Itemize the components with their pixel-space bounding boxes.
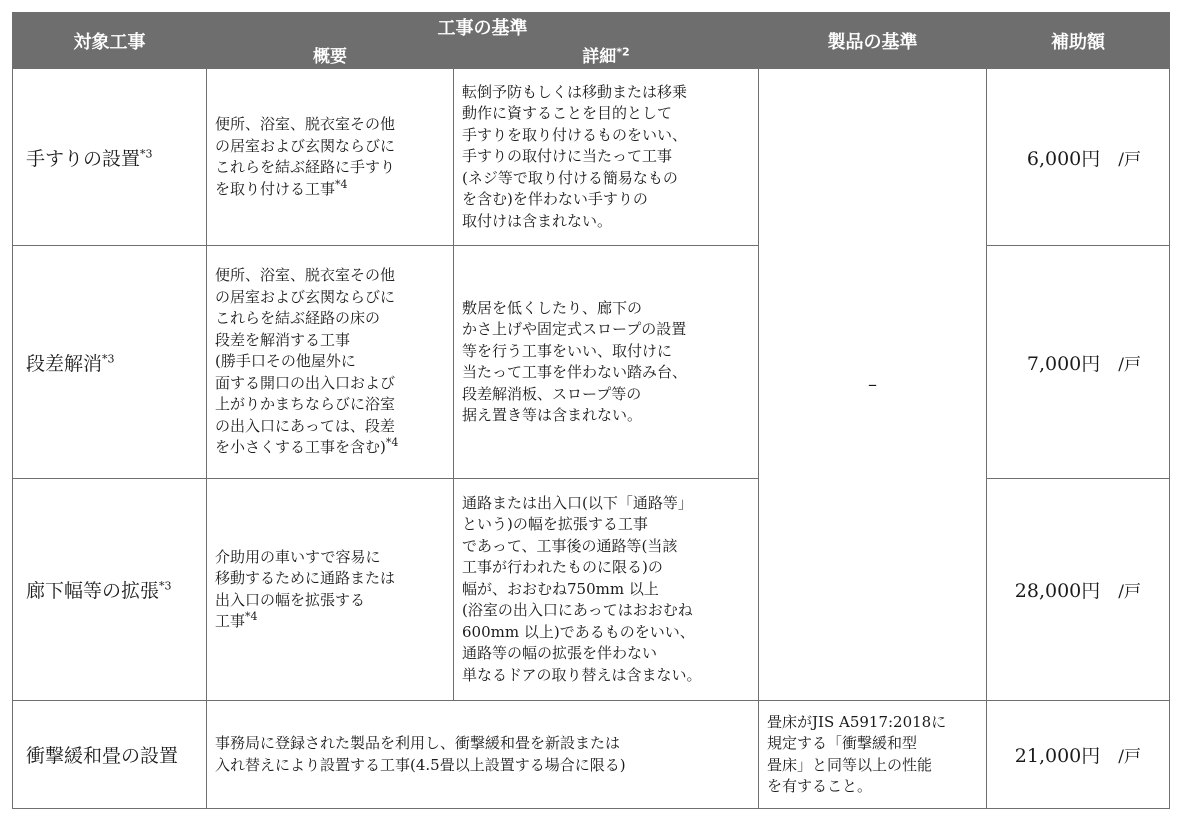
target-cell: 段差解消$^{*3}$ [13, 246, 207, 479]
header-work-standard: 工事の基準 [207, 13, 759, 41]
header-detail-note: *2 [616, 45, 630, 59]
product-cell: 畳床がJIS A5917:2018に 規定する「衝撃緩和型 畳床」と同等以上の性能 を有すること。 [759, 701, 987, 809]
subsidy-table [12, 12, 1170, 809]
header-detail [454, 41, 759, 69]
detail-cell: 敷居を低くしたり、廊下の かさ上げや固定式スロープの設置 等を行う工事をいい、取付けに 当たって工事を伴わない踏み台、 段差解消板、スロープ等の 据え置き等は含まれない。 [454, 246, 759, 479]
target-cell: 廊下幅等の拡張$^{*3}$ [13, 479, 207, 701]
header-product-standard: 製品の基準 [759, 13, 987, 69]
amount-cell: 21,000円 /戸 [987, 701, 1170, 809]
target-cell: 手すりの設置$^{*3}$ [13, 69, 207, 246]
table-row [13, 479, 1170, 701]
table-row [13, 69, 1170, 246]
header-summary: 概要 [207, 41, 454, 69]
detail-cell: 転倒予防もしくは移動または移乗 動作に資することを目的として 手すりを取り付けるものをいい、 手すりの取付けに当たって工事 (ネジ等で取り付ける簡易なもの を含む)を伴わない手すりの 取付けは含まれない。 [454, 69, 759, 246]
summary-cell: 事務局に登録された製品を利用し、衝撃緩和畳を新設または 入れ替えにより設置する工事(4.5畳以上設置する場合に限る) [207, 701, 759, 809]
table-row [13, 246, 1170, 479]
summary-cell: 便所、浴室、脱衣室その他 の居室および玄関ならびに これらを結ぶ経路の床の 段差を解消する工事 (勝手口その他屋外に 面する開口の出入口および 上がりかまちならびに浴室 の出入口にあっては、段差 を小さくする工事を含む)$^{*4}$ [207, 246, 454, 479]
amount-cell: 7,000円 /戸 [987, 246, 1170, 479]
table-row [13, 701, 1170, 809]
detail-cell: 通路または出入口(以下「通路等」 という)の幅を拡張する工事 であって、工事後の通路等(当該 工事が行われたものに限る)の 幅が、おおむね750mm 以上 (浴室の出入口にあってはおおむね 600mm 以上)であるものをいい、 通路等の幅の拡張を伴わない 単なるドアの取り替えは含まない。 [454, 479, 759, 701]
header-detail-label: 詳細 [582, 47, 617, 67]
header-target: 対象工事 [13, 13, 207, 69]
amount-cell: 6,000円 /戸 [987, 69, 1170, 246]
amount-cell: 28,000円 /戸 [987, 479, 1170, 701]
summary-cell: 介助用の車いすで容易に 移動するために通路または 出入口の幅を拡張する 工事$^{*4}$ [207, 479, 454, 701]
product-dash: – [759, 69, 987, 701]
header-subsidy: 補助額 [987, 13, 1170, 69]
summary-cell: 便所、浴室、脱衣室その他 の居室および玄関ならびに これらを結ぶ経路に手すり を取り付ける工事$^{*4}$ [207, 69, 454, 246]
target-cell: 衝撃緩和畳の設置 [13, 701, 207, 809]
